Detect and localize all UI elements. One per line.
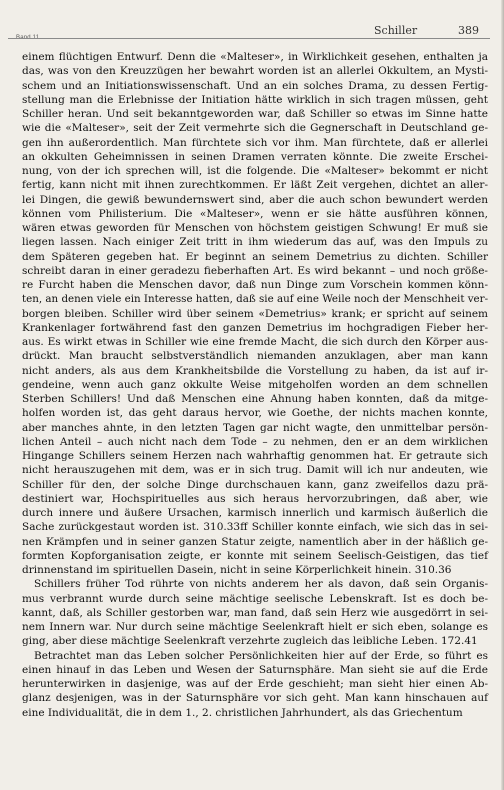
- text-line: nen Krämpfen und in seiner ganzen Statur zeigte, namentlich aber in der häßlich ge-: [22, 535, 488, 548]
- text-line: ging, aber diese mächtige Seelenkraft verzehrte zugleich das leibliche Leben. 172.41: [22, 635, 478, 648]
- text-line: eine Individualität, die in dem 1., 2. christlichen Jahrhundert, als das Griechentum: [22, 706, 463, 719]
- text-line: Schiller für den, der solche Dinge durchschauen kann, ganz zweifellos dazu prä-: [22, 478, 488, 491]
- text-line: glanz desjenigen, was in der Saturnsphäre vor sich geht. Man kann hinschauen auf: [22, 692, 488, 705]
- text-line: stellung man die Erlebnisse der Initiation hätte wirklich in sich tragen müssen, geht: [22, 93, 488, 106]
- body-text: [22, 50, 488, 720]
- running-title: Schiller: [374, 24, 418, 37]
- paragraph: [22, 50, 488, 577]
- text-line: an okkulten Geheimnissen in seinen Dramen verraten könnte. Die zweite Erschei-: [22, 150, 488, 163]
- text-line: kannt, daß, als Schiller gestorben war, man fand, daß sein Herz wie ausgedörrt in sei-: [22, 606, 488, 619]
- text-line: nicht herauszugehen mit dem, was er in sich trug. Damit will ich nur andeuten, wie: [22, 464, 488, 477]
- text-line: nung, von der ich sprechen will, ist die folgende. Die «Malteser» bekommt er nicht: [22, 165, 488, 177]
- text-line: nem Innern war. Nur durch seine mächtige Seelenkraft hielt er sich eben, solange es: [22, 621, 488, 633]
- text-line: formten Kopforganisation zeigte, er konnte mit seinem Seelisch-Geistigen, das tief: [22, 549, 488, 562]
- text-line: einen hinauf in das Leben und Wesen der Saturnsphäre. Man sieht sie auf die Erde: [22, 663, 488, 676]
- header-rule: [8, 38, 490, 39]
- text-line: Betrachtet man das Leben solcher Persönlichkeiten hier auf der Erde, so führt es: [34, 649, 488, 662]
- text-line: Sache zurückgestaut worden ist. 310.33ff Schiller konnte einfach, wie sich das in sei-: [22, 521, 488, 534]
- text-line: fertig, kann nicht mit ihnen zurechtkommen. Er läßt Zeit vergehen, dichtet an aller-: [22, 179, 488, 192]
- text-line: nicht anders, als aus dem Krankheitsbilde die Vorstellung zu haben, da ist auf ir-: [22, 364, 488, 377]
- text-line: holfen worden ist, das geht daraus hervor, wie Goethe, der nichts machen konnte,: [22, 407, 488, 420]
- text-line: schem und an Initiationswissenschaft. Und an ein solches Drama, zu dessen Fertig-: [22, 79, 488, 92]
- page-header: [8, 20, 490, 40]
- text-line: ten, an denen viele ein Interesse hatten, daß sie auf eine Weile noch der Menschheit ver-: [22, 293, 489, 306]
- text-line: einem flüchtigen Entwurf. Denn die «Malteser», in Wirklichkeit gesehen, enthalten ja: [22, 51, 488, 63]
- text-line: Hingange Schillers seinem Herzen nach wahrhaftig genommen hat. Er getraute sich: [22, 450, 488, 462]
- text-line: lei Dingen, die gewiß bewundernswert sind, aber die auch schon bewundert werden: [22, 193, 488, 206]
- text-line: mus verbrannt wurde durch seine mächtige seelische Lebenskraft. Ist es doch be-: [22, 592, 488, 605]
- text-line: dem Späteren gegeben hat. Er beginnt an seinem Demetrius zu dichten. Schiller: [22, 250, 488, 263]
- text-line: Schillers früher Tod rührte von nichts anderem her als davon, daß sein Organis-: [34, 578, 488, 591]
- text-line: können vom Philisterium. Die «Malteser», wenn er sie hätte ausführen können,: [22, 207, 488, 220]
- text-line: gendeine, wenn auch ganz okkulte Weise mitgeholfen worden an dem schnellen: [22, 378, 488, 391]
- text-line: borgen bleiben. Schiller wird über seinem «Demetrius» krank; er spricht auf seinem: [22, 307, 488, 320]
- text-line: aber manches ahnte, in den letzten Tagen gar nicht wagte, den unmittelbar persön-: [22, 421, 488, 434]
- volume-label: Band 11: [16, 35, 40, 41]
- text-line: destiniert war, Hochspirituelles aus sich heraus hervorzubringen, daß aber, wie: [22, 492, 488, 505]
- text-line: Krankenlager fortwährend fast den ganzen Demetrius im hochgradigen Fieber her-: [22, 321, 488, 334]
- text-line: drinnenstand im spirituellen Dasein, nicht in seine Körperlichkeit hinein. 310.36: [22, 564, 452, 576]
- text-line: Sterben Schillers! Und daß Menschen eine Ahnung haben konnten, daß da mitge-: [22, 393, 488, 405]
- text-line: lichen Anteil – auch nicht nach dem Tode – zu nehmen, den er an dem wirklichen: [22, 435, 488, 448]
- text-line: wie die «Malteser», seit der Zeit vermehrte sich die Gegnerschaft in Deutschland ge-: [22, 122, 488, 135]
- paragraph: [22, 577, 488, 648]
- text-line: das, was von den Kreuzzügen her bewahrt worden ist an allerlei Okkultem, an Mysti-: [22, 65, 488, 78]
- paragraph: [22, 649, 488, 720]
- text-line: aus. Es wirkt etwas in Schiller wie eine fremde Macht, die sich durch den Körper aus-: [22, 336, 488, 348]
- text-line: durch innere und äußere Ursachen, karmisch innerlich und karmisch äußerlich die: [22, 507, 488, 519]
- text-line: schreibt daran in einer geradezu fieberhaften Art. Es wird bekannt – und noch größe-: [22, 264, 488, 277]
- text-line: Schiller heran. Und seit bekanntgeworden war, daß Schiller so etwas im Sinne hatte: [22, 108, 488, 120]
- text-line: liegen lassen. Nach einiger Zeit tritt in ihm wiederum das auf, was den Impuls zu: [22, 236, 488, 249]
- text-line: re Furcht haben die Menschen davor, daß nun Dinge zum Vorschein kommen könn-: [22, 279, 488, 291]
- text-line: gen ihn außerordentlich. Man fürchtete sich vor ihm. Man fürchtete, daß er allerlei: [22, 136, 488, 149]
- page-number: 389: [458, 24, 479, 37]
- text-line: drückt. Man braucht selbstverständlich niemanden anzuklagen, aber man kann: [22, 350, 488, 363]
- text-line: wären etwas geworden für Menschen von höchstem geistigen Schwung! Er muß sie: [22, 222, 488, 234]
- text-line: herunterwirken in dasjenige, was auf der Erde geschieht; man sieht hier einen Ab-: [22, 678, 488, 690]
